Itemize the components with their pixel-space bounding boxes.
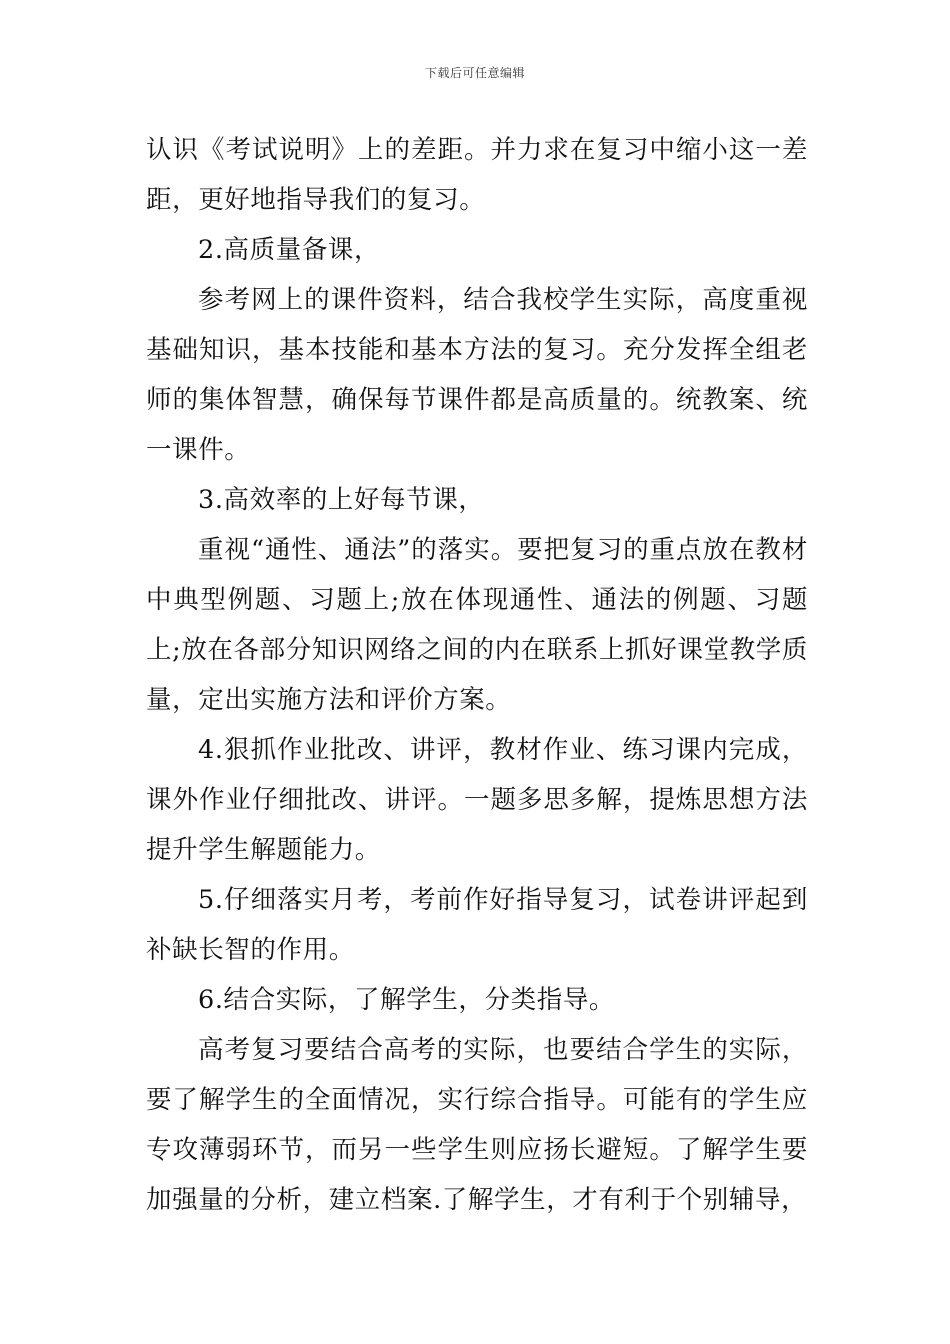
header-note: 下载后可任意编辑	[424, 66, 525, 80]
paragraph: 高考复习要结合高考的实际，也要结合学生的实际，要了解学生的全面情况，实行综合指导。可能有的学生应专攻薄弱环节，而另一些学生则应扬长避短。了解学生要加强量的分析，建立档案.了解学生，才有利于个别辅导，	[146, 1035, 808, 1215]
paragraph: 参考网上的课件资料，结合我校学生实际，高度重视基础知识，基本技能和基本方法的复习。充分发挥全组老师的集体智慧，确保每节课件都是高质量的。统教案、统一课件。	[146, 285, 808, 465]
paragraph: 重视“通性、通法”的落实。要把复习的重点放在教材中典型例题、习题上;放在体现通性、通法的例题、习题上;放在各部分知识网络之间的内在联系上抓好课堂教学质量，定出实施方法和评价方案。	[146, 535, 808, 715]
paragraph: 认识《考试说明》上的差距。并力求在复习中缩小这一差距，更好地指导我们的复习。	[146, 135, 808, 215]
paragraph: 5.仔细落实月考，考前作好指导复习，试卷讲评起到补缺长智的作用。	[146, 885, 808, 965]
document-body	[146, 125, 808, 1225]
paragraph: 2.高质量备课，	[198, 235, 381, 265]
paragraph: 6.结合实际，了解学生，分类指导。	[198, 985, 616, 1015]
paragraph: 4.狠抓作业批改、讲评，教材作业、练习课内完成，课外作业仔细批改、讲评。一题多思多解，提炼思想方法提升学生解题能力。	[146, 735, 808, 865]
paragraph: 3.高效率的上好每节课，	[198, 485, 485, 515]
